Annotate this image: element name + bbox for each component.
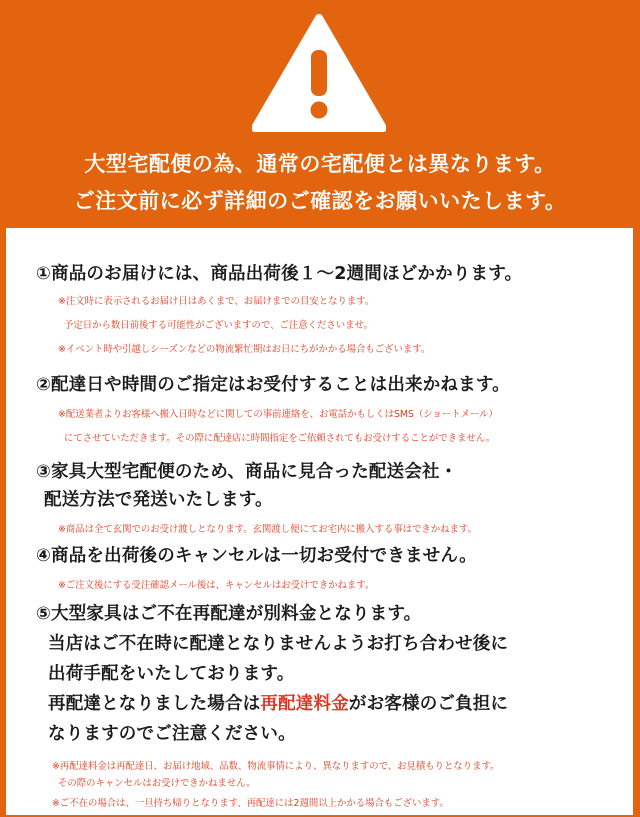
item-5-note-1: ※再配達料金は再配達日、お届け地域、品数、物流事情により、異なりますので、お見積もりとなります。: [52, 761, 500, 772]
item-4-title: ④商品を出荷後のキャンセルは一切お受付できません。: [36, 546, 477, 566]
item-1-note-1: ※注文時に表示されるお届け日はあくまで、お届けまでの目安となります。: [58, 296, 375, 307]
item-5-title-line-2: 当店はご不在時に配達となりませんようお打ち合わせ後に: [48, 634, 509, 654]
headline-line-1: 大型宅配便の為、通常の宅配便とは異なります。: [84, 152, 556, 176]
item-5-note-3: ※ご不在の場合は、一旦持ち帰りとなります、再配達には2週間以上かかる場合もございます。: [52, 798, 449, 809]
item-5-line-4-post: がお客様のご負担に: [348, 694, 509, 714]
item-3-note-1: ※商品は全て玄関でのお受け渡しとなります。玄関渡し便にてお宅内に搬入する事はできかねます。: [58, 524, 477, 535]
item-1-title: ①商品のお届けには、商品出荷後１～2週間ほどかかります。: [36, 264, 523, 284]
item-1-note-2: 予定日から数日前後する可能性がございますので、ご注意くださいませ。: [64, 320, 373, 331]
item-5-line-4: [48, 690, 508, 715]
item-3-title-line-2: 配送方法で発送いたします。: [44, 490, 273, 510]
notice-panel: [6, 228, 633, 815]
item-5-line-4-pre: 再配達となりました場合は: [48, 694, 261, 714]
item-2-note-2: にてさせていただきます。その際に配達店に時間指定をご依頼されてもお受けすることができません。: [64, 433, 496, 444]
item-1-note-3: ※イベント時や引越しシーズンなどの物流繁忙期はお日にちがかかる場合もございます。: [58, 344, 431, 355]
item-3-title-line-1: ③家具大型宅配便のため、商品に見合った配送会社・: [36, 462, 458, 482]
item-5-line-5: なりますのでご注意ください。: [48, 724, 296, 744]
headline-line-2: ご注文前に必ず詳細のご確認をお願いいたします。: [73, 189, 567, 213]
item-5-note-2: その際のキャンセルはお受けできかねません。: [58, 778, 256, 789]
item-2-note-1: ※配送業者よりお客様へ搬入日時などに関しての事前連絡を、お電話かもしくはSMS（ショートメール）: [58, 409, 498, 420]
item-2-title: ②配達日や時間のご指定はお受付することは出来かねます。: [36, 375, 510, 395]
warning-triangle-icon: [252, 14, 386, 132]
item-5-title-line-1: ⑤大型家具はご不在再配達が別料金となります。: [36, 604, 422, 624]
redelivery-fee-highlight: 再配達料金: [260, 694, 349, 714]
item-4-note-1: ※ご注文後にする受注確認メール後は、キャンセルはお受けできかねます。: [58, 580, 375, 591]
item-5-title-line-3: 出荷手配をいたしております。: [48, 664, 295, 684]
